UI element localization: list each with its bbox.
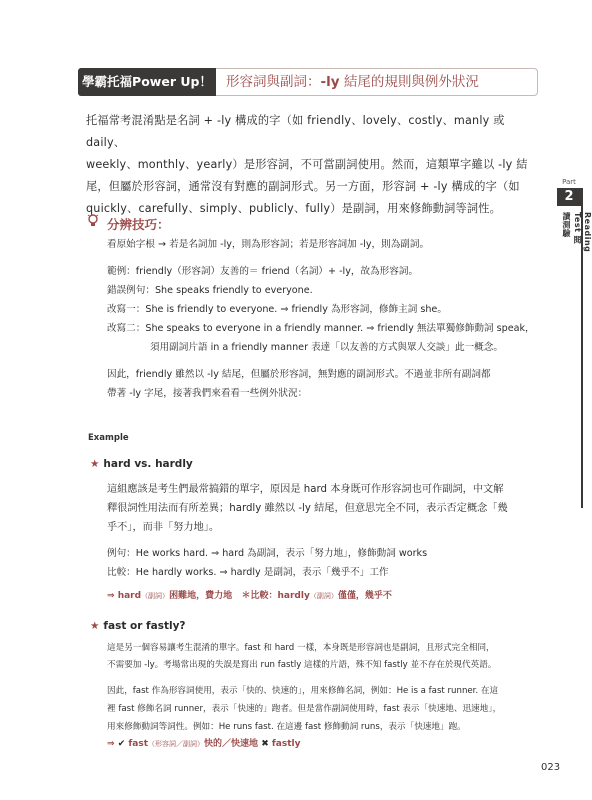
summary-pos: （副詞） [141, 592, 170, 600]
summary-meaning: 困難地，費力地 [169, 591, 233, 601]
star-icon: ★ [90, 620, 100, 632]
summary-compare: ＊比較： [241, 591, 278, 601]
body-line: 因此，fast 作為形容詞使用，表示「快的、快速的」，用來修飾名詞，例如：He is a fast runner. 在這 [107, 686, 499, 696]
example-label: Example [88, 433, 129, 443]
arrow-icon: ⇒ [107, 591, 115, 601]
header-tag: 學霸托福Power Up！ [78, 68, 216, 96]
intro-line: 托福常考混淆點是名詞 + -ly 構成的字（如 friendly、lovely、costly、manly 或 daily、 [86, 114, 505, 149]
intro-paragraph [86, 110, 541, 220]
summary-word: hard [117, 591, 142, 601]
body-line: 這是另一個容易讓考生混淆的單字。fast 和 hard 一樣，本身既是形容詞也是副詞，且形式完全相同， [107, 643, 495, 653]
body-line: 不需要加 -ly。考場常出現的失誤是寫出 run fastly 這樣的片語，殊不知 fastly 並不存在於現代英語。 [107, 660, 497, 670]
title-suffix: 結尾的規則與例外狀況 [339, 74, 479, 90]
section-title-text: hard vs. hardly [103, 458, 193, 470]
title-prefix: 形容詞與副詞： [226, 74, 321, 90]
section-body [107, 682, 547, 736]
summary-line [107, 736, 300, 749]
summary-word: hardly [277, 591, 310, 601]
section-title [90, 458, 193, 470]
body-line: 乎不」，而非「努力地」。 [107, 522, 220, 533]
cross-icon: ✖ [261, 739, 269, 749]
tip-line: 看原始字根 → 若是名詞加 -ly，則為形容詞；若是形容詞加 -ly，則為副詞。 [107, 239, 430, 250]
section-title [90, 620, 186, 632]
page-number: 023 [541, 762, 561, 773]
tip-line: 改寫一：She is friendly to everyone. ⇒ friendly 為形容詞，修飾主詞 she。 [107, 304, 447, 315]
intro-line: weekly、monthly、yearly）是形容詞，不可當副詞使用。然而，這類單字雖以 -ly 結 [86, 158, 528, 171]
body-line: 用來修飾動詞等詞性。例如：He runs fast. 在這邊 fast 修飾動詞 runs，表示「快速地」跑。 [107, 722, 466, 732]
section-body [107, 640, 547, 674]
summary-word: fastly [271, 739, 301, 749]
arrow-icon: ⇒ [107, 739, 115, 749]
section-title-text: fast or fastly? [103, 620, 186, 632]
tips-heading: 分辨技巧： [107, 217, 170, 232]
body-line: 裡 fast 修飾名詞 runner，表示「快速的」跑者。但是當作副詞使用時，fast 表示「快速地、迅速地」， [107, 704, 502, 714]
title-ly: -ly [320, 74, 340, 90]
tip-line: 帶著 -ly 字尾，接著我們來看看一些例外狀況： [107, 388, 308, 399]
check-icon: ✔ [117, 739, 126, 749]
summary-meaning: 快的／快速地 [204, 739, 259, 749]
body-line: 這組應該是考生們最常搞錯的單字，原因是 hard 本身既可作形容詞也可作副詞，中文解 [107, 484, 504, 495]
tip-line: 須用副詞片語 in a friendly manner 表達「以友善的方式與眾人交談」此一概念。 [150, 342, 503, 353]
tip-line: 因此，friendly 雖然以 -ly 結尾，但屬於形容詞，無對應的副詞形式。不過並非所有副詞都 [107, 369, 491, 380]
example-line: 比較：He hardly works. ⇒ hardly 是副詞，表示「幾乎不」工作 [107, 567, 389, 578]
summary-pos: （副詞） [309, 592, 338, 600]
tip-line: 錯誤例句：She speaks friendly to everyone. [107, 285, 313, 296]
tip-line: 範例：friendly（形容詞）友善的＝ friend（名詞）+ -ly，故為形容詞。 [107, 266, 419, 277]
tip-line: 改寫二：She speaks to everyone in a friendly manner. ⇒ friendly 無法單獨修飾動詞 speak， [107, 323, 535, 334]
page-title [226, 68, 479, 96]
summary-meaning: 僅僅，幾乎不 [337, 591, 392, 601]
section-body [107, 480, 537, 537]
intro-line: quickly、carefully、simply、publicly、fully）是副詞，用來修飾動詞等詞性。 [86, 202, 502, 215]
body-line: 釋很詞性用法而有所差異；hardly 雖然以 -ly 結尾，但意思完全不同，表示否定概念「幾 [107, 503, 508, 514]
example-line: 例句：He works hard. ⇒ hard 為副詞，表示「努力地」，修飾動詞 works [107, 548, 428, 559]
star-icon: ★ [90, 458, 100, 470]
side-part-label: Part [562, 178, 576, 186]
summary-pos: （形容詞／副詞） [148, 740, 205, 748]
side-section-label: Reading Test 閱讀測驗 [562, 212, 592, 253]
summary-word: fast [128, 739, 149, 749]
intro-line: 尾，但屬於形容詞，通常沒有對應的副詞形式。另一方面，形容詞 + -ly 構成的字（如 [86, 180, 520, 193]
summary-line [107, 588, 392, 601]
lightbulb-icon [88, 214, 98, 230]
side-part-number: 2 [557, 188, 581, 206]
